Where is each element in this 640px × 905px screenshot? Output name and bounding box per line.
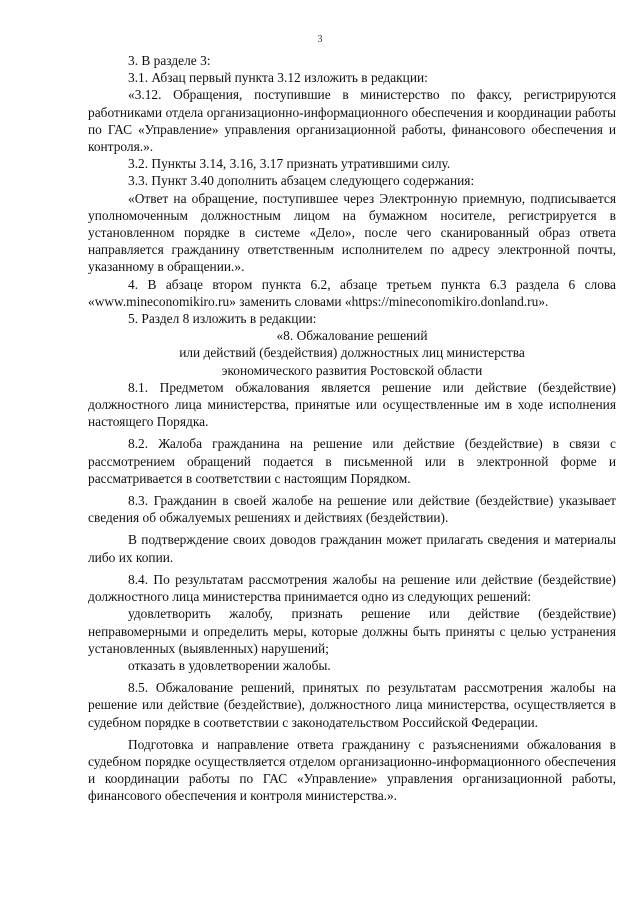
item-5: 5. Раздел 8 изложить в редакции: (128, 311, 317, 327)
item-8-2: 8.2. Жалоба гражданина на решение или действие (бездействие) в связи с рассмотрением обращений подается в письменной или в электронной форме и рассматривается в соответствии с настоящим Порядком. (88, 436, 616, 486)
item-3-1: 3.1. Абзац первый пункта 3.12 изложить в редакции: (128, 70, 428, 86)
item-3-40-text: «Ответ на обращение, поступившее через Электронную приемную, подписывается уполномоченным должностным лицом на бумажном носителе, регистрируется в установленном порядке в системе «Дело», после чего сканированный образ ответа направляется гражданину ответственным исполнителем по адресу электронной почты, указанному в обращении.». (88, 190, 616, 275)
document-body (88, 52, 616, 805)
page-number: 3 (317, 34, 323, 45)
item-8-4: 8.4. По результатам рассмотрения жалобы на решение или действие (бездействие) должностного лица министерства принимается одно из следующих решений: (88, 571, 616, 605)
final-paragraph: Подготовка и направление ответа гражданину с разъяснениями обжалования в судебном порядке осуществляется отделом организационно-информационного обеспечения и координации работы по ГАС «Управление» управления организационной работы, финансового обеспечения и контроля министерства.». (88, 736, 616, 804)
item-8-3-evidence: В подтверждение своих доводов гражданин может прилагать сведения и материалы либо их копии. (88, 532, 616, 565)
section-3-heading: 3. В разделе 3: (128, 53, 211, 68)
section-8-title-line-1: «8. Обжалование решений (276, 328, 428, 344)
item-3-2: 3.2. Пункты 3.14, 3.16, 3.17 признать утратившими силу. (128, 156, 451, 172)
section-8-title-line-2: или действий (бездействия) должностных лиц министерства (179, 345, 525, 361)
item-3-3: 3.3. Пункт 3.40 дополнить абзацем следующего содержания: (128, 173, 475, 189)
item-8-5: 8.5. Обжалование решений, принятых по результатам рассмотрения жалобы на решение или действие (бездействие), должностного лица министерства, осуществляется в судебном порядке в соответствии с законодательством Российской Федерации. (88, 680, 616, 730)
item-8-3: 8.3. Гражданин в своей жалобе на решение или действие (бездействие) указывает сведения об обжалуемых решениях и действиях (бездействии). (88, 493, 616, 526)
item-4: 4. В абзаце втором пункта 6.2, абзаце третьем пункта 6.3 раздела 6 слова «www.mineconomikiro.ru» заменить словами «https://mineconomikiro.donland.ru». (88, 276, 616, 309)
item-3-12-text: «3.12. Обращения, поступившие в министерство по факсу, регистрируются работниками отдела организационно-информационного обеспечения и координации работы по ГАС «Управление» управления организационной работы, финансового обеспечения и контроля.». (88, 87, 616, 155)
section-8-title-line-3: экономического развития Ростовской области (221, 362, 483, 378)
item-8-1: 8.1. Предметом обжалования является решение или действие (бездействие) должностного лица министерства, принятые или осуществленные им в ходе исполнения настоящего Порядка. (88, 379, 616, 430)
item-8-4-option-refuse: отказать в удовлетворении жалобы. (128, 657, 331, 673)
item-8-4-option-satisfy: удовлетворить жалобу, признать решение или действие (бездействие) неправомерными и определить меры, которые должны быть приняты с целью устранения установленных (выявленных) нарушений; (88, 606, 616, 656)
